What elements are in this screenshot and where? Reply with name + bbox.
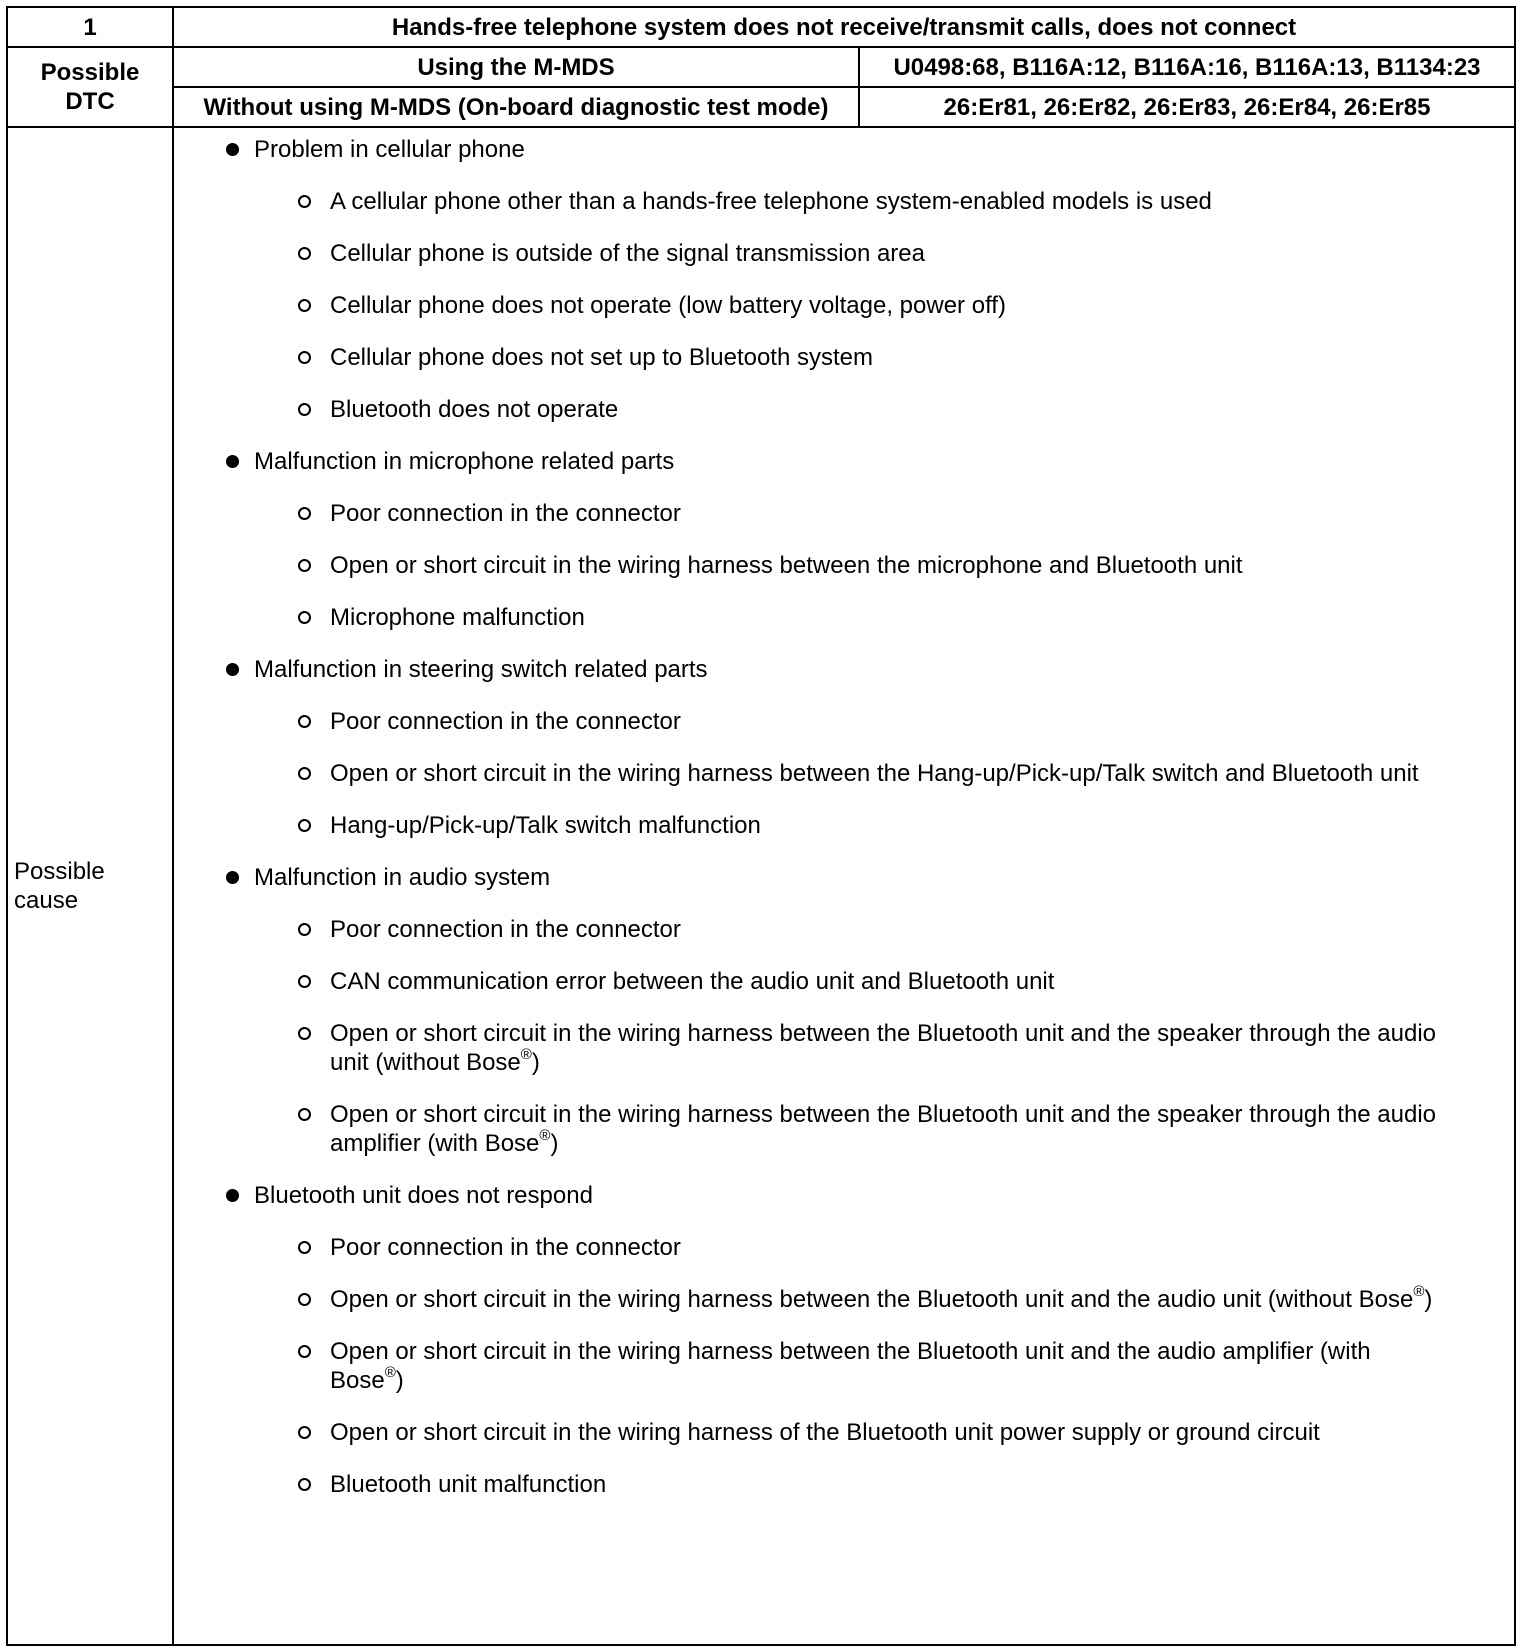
possible-dtc-label-line1: Possible bbox=[40, 59, 140, 86]
cause-item-text: Bluetooth does not operate bbox=[330, 396, 619, 423]
diagnostic-table bbox=[6, 6, 1516, 1646]
cause-item bbox=[174, 499, 1514, 528]
cause-item bbox=[174, 343, 1514, 372]
circle-bullet-icon bbox=[298, 299, 311, 312]
cause-item bbox=[174, 1337, 1514, 1395]
cause-item bbox=[174, 187, 1514, 216]
bullet-icon bbox=[226, 455, 239, 468]
cause-item-text: Open or short circuit in the wiring harness between the Hang-up/Pick-up/Talk switch and Bluetooth unit bbox=[330, 760, 1419, 787]
circle-bullet-icon bbox=[298, 1345, 311, 1358]
circle-bullet-icon bbox=[298, 559, 311, 572]
circle-bullet-icon bbox=[298, 715, 311, 728]
circle-bullet-icon bbox=[298, 611, 311, 624]
cause-item bbox=[174, 1019, 1514, 1077]
cause-item bbox=[174, 239, 1514, 268]
cause-item-text: Cellular phone does not set up to Bluetooth system bbox=[330, 344, 873, 371]
cause-item bbox=[174, 759, 1514, 788]
cause-group bbox=[174, 447, 1514, 632]
cause-group bbox=[174, 863, 1514, 1158]
mds-codes: U0498:68, B116A:12, B116A:16, B116A:13, B1134:23 bbox=[859, 47, 1515, 87]
obd-label: Without using M-MDS (On-board diagnostic test mode) bbox=[173, 87, 859, 127]
cause-item-list bbox=[174, 915, 1514, 1158]
cause-item bbox=[174, 1100, 1514, 1158]
cause-group bbox=[174, 1181, 1514, 1499]
cause-item-text: Poor connection in the connector bbox=[330, 916, 681, 943]
cause-item-text: Microphone malfunction bbox=[330, 604, 585, 631]
bullet-icon bbox=[226, 871, 239, 884]
bullet-icon bbox=[226, 1189, 239, 1202]
circle-bullet-icon bbox=[298, 403, 311, 416]
cause-group-title: Bluetooth unit does not respond bbox=[254, 1182, 593, 1209]
circle-bullet-icon bbox=[298, 1027, 311, 1040]
obd-codes: 26:Er81, 26:Er82, 26:Er83, 26:Er84, 26:Er85 bbox=[859, 87, 1515, 127]
cause-groups bbox=[174, 135, 1514, 1499]
cause-item-list bbox=[174, 499, 1514, 632]
dtc-row-obd bbox=[7, 87, 1515, 127]
cause-item-text: Poor connection in the connector bbox=[330, 708, 681, 735]
circle-bullet-icon bbox=[298, 507, 311, 520]
cause-item-list bbox=[174, 1233, 1514, 1499]
cause-item-text: Open or short circuit in the wiring harness of the Bluetooth unit power supply or ground circuit bbox=[330, 1419, 1320, 1446]
cause-item bbox=[174, 1233, 1514, 1262]
cause-item-list bbox=[174, 707, 1514, 840]
symptom-title: Hands-free telephone system does not receive/transmit calls, does not connect bbox=[173, 7, 1515, 47]
circle-bullet-icon bbox=[298, 1478, 311, 1491]
cause-item-text: A cellular phone other than a hands-free telephone system-enabled models is used bbox=[330, 188, 1212, 215]
circle-bullet-icon bbox=[298, 767, 311, 780]
cause-item bbox=[174, 1285, 1514, 1314]
cause-item bbox=[174, 967, 1514, 996]
cause-item bbox=[174, 811, 1514, 840]
cause-item bbox=[174, 395, 1514, 424]
circle-bullet-icon bbox=[298, 1426, 311, 1439]
circle-bullet-icon bbox=[298, 1293, 311, 1306]
cause-item-text: Open or short circuit in the wiring harness between the Bluetooth unit and the audio unit (without Bose®) bbox=[330, 1283, 1433, 1313]
cause-item-text: Open or short circuit in the wiring harness between the microphone and Bluetooth unit bbox=[330, 552, 1243, 579]
cause-item-text: Open or short circuit in the wiring harness between the Bluetooth unit and the audio amplifier (with Bose®) bbox=[330, 1338, 1371, 1394]
possible-dtc-label bbox=[7, 47, 173, 127]
cause-group-title: Malfunction in audio system bbox=[254, 864, 551, 891]
cause-item bbox=[174, 551, 1514, 580]
cause-group-title: Malfunction in microphone related parts bbox=[254, 448, 675, 475]
cause-item-text: Cellular phone does not operate (low battery voltage, power off) bbox=[330, 292, 1006, 319]
row-number: 1 bbox=[7, 7, 173, 47]
cause-item-text: Open or short circuit in the wiring harness between the Bluetooth unit and the speaker through the audio amplifier (with Bose®) bbox=[330, 1101, 1437, 1157]
cause-list-cell bbox=[173, 127, 1515, 1645]
possible-cause-label bbox=[7, 127, 173, 1645]
bullet-icon bbox=[226, 663, 239, 676]
bullet-icon bbox=[226, 143, 239, 156]
possible-dtc-label-line2: DTC bbox=[65, 88, 115, 115]
dtc-row-mds bbox=[7, 47, 1515, 87]
circle-bullet-icon bbox=[298, 247, 311, 260]
cause-group bbox=[174, 135, 1514, 424]
cause-row bbox=[7, 127, 1515, 1645]
cause-group bbox=[174, 655, 1514, 840]
cause-item bbox=[174, 915, 1514, 944]
cause-group-title: Malfunction in steering switch related parts bbox=[254, 656, 708, 683]
possible-cause-label-line2: cause bbox=[14, 887, 79, 914]
cause-item-text: Hang-up/Pick-up/Talk switch malfunction bbox=[330, 812, 761, 839]
cause-item bbox=[174, 1470, 1514, 1499]
cause-item-text: CAN communication error between the audio unit and Bluetooth unit bbox=[330, 968, 1055, 995]
cause-group-title: Problem in cellular phone bbox=[254, 136, 525, 163]
mds-label: Using the M-MDS bbox=[173, 47, 859, 87]
header-row bbox=[7, 7, 1515, 47]
circle-bullet-icon bbox=[298, 819, 311, 832]
circle-bullet-icon bbox=[298, 195, 311, 208]
cause-item-list bbox=[174, 187, 1514, 424]
cause-item bbox=[174, 707, 1514, 736]
circle-bullet-icon bbox=[298, 1241, 311, 1254]
circle-bullet-icon bbox=[298, 1108, 311, 1121]
circle-bullet-icon bbox=[298, 351, 311, 364]
cause-item bbox=[174, 291, 1514, 320]
cause-item bbox=[174, 1418, 1514, 1447]
circle-bullet-icon bbox=[298, 923, 311, 936]
cause-item-text: Open or short circuit in the wiring harness between the Bluetooth unit and the speaker through the audio unit (without Bose®) bbox=[330, 1020, 1437, 1076]
circle-bullet-icon bbox=[298, 975, 311, 988]
cause-item-text: Bluetooth unit malfunction bbox=[330, 1471, 607, 1498]
cause-item-text: Poor connection in the connector bbox=[330, 500, 681, 527]
possible-cause-label-line1: Possible bbox=[14, 858, 105, 885]
cause-item-text: Poor connection in the connector bbox=[330, 1234, 681, 1261]
cause-item-text: Cellular phone is outside of the signal transmission area bbox=[330, 240, 925, 267]
cause-item bbox=[174, 603, 1514, 632]
